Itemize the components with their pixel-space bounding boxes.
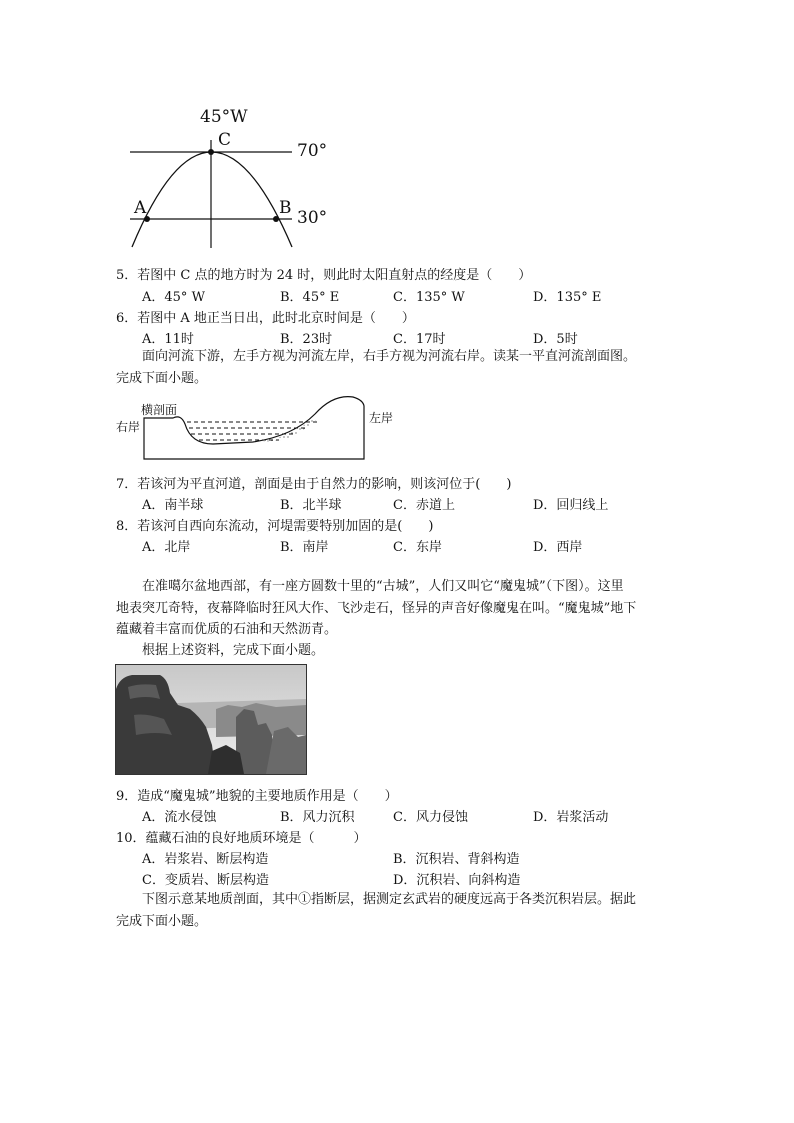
label-left-bank: 左岸 <box>369 411 394 425</box>
q7-option-a[interactable]: A．南半球 <box>142 498 204 513</box>
question-5-stem: 5．若图中 C 点的地方时为 24 时，则此时太阳直射点的经度是（ ） <box>116 268 532 283</box>
terminator-arc <box>132 152 292 247</box>
ghost-city-photo <box>115 664 307 775</box>
q7-option-b[interactable]: B．北半球 <box>280 498 342 513</box>
ghost-city-photo-svg <box>116 665 306 774</box>
q5-option-b[interactable]: B．45° E <box>280 290 340 305</box>
q5-option-a[interactable]: A．45° W <box>142 290 205 305</box>
question-6-stem: 6．若图中 A 地正当日出，此时北京时间是（ ） <box>116 311 415 326</box>
label-c: C <box>218 130 232 150</box>
q8-option-c[interactable]: C．东岸 <box>393 540 442 555</box>
label-cross-section: 横剖面 <box>141 403 178 417</box>
q8-option-d[interactable]: D．西岸 <box>533 540 583 555</box>
ghost-intro-line-4: 根据上述资料，完成下面小题。 <box>142 643 325 658</box>
q9-option-a[interactable]: A．流水侵蚀 <box>142 810 217 825</box>
label-70: 70° <box>297 141 328 161</box>
river-intro-line-1: 面向河流下游，左手方视为河流左岸，右手方视为河流右岸。读某一平直河流剖面图。 <box>142 349 637 364</box>
q6-option-b[interactable]: B．23时 <box>280 332 333 347</box>
q6-option-d[interactable]: D．5时 <box>533 332 578 347</box>
q9-option-d[interactable]: D．岩浆活动 <box>533 810 609 825</box>
label-b: B <box>279 198 292 218</box>
q8-option-b[interactable]: B．南岸 <box>280 540 329 555</box>
question-8-stem: 8．若该河自西向东流动，河堤需要特别加固的是( ) <box>116 519 434 534</box>
question-9-stem: 9．造成“魔鬼城”地貌的主要地质作用是（ ） <box>116 789 398 804</box>
point-c-dot <box>208 149 214 155</box>
ghost-intro-line-3: 蕴藏着丰富而优质的石油和天然沥青。 <box>116 622 338 637</box>
q10-option-c[interactable]: C．变质岩、断层构造 <box>142 873 269 888</box>
q5-option-c[interactable]: C．135° W <box>393 290 465 305</box>
q10-option-a[interactable]: A．岩浆岩、断层构造 <box>142 852 269 867</box>
q6-option-c[interactable]: C．17时 <box>393 332 446 347</box>
q7-option-d[interactable]: D．回归线上 <box>533 498 609 513</box>
q5-option-d[interactable]: D．135° E <box>533 290 602 305</box>
label-30: 30° <box>297 208 328 228</box>
question-10-stem: 10．蕴藏石油的良好地质环境是（ ） <box>116 831 367 846</box>
ghost-intro-line-1: 在准噶尔盆地西部，有一座方圆数十里的“古城”，人们又叫它“魔鬼城”（下图）。这里 <box>142 579 624 594</box>
ghost-intro-line-2: 地表突兀奇特，夜幕降临时狂风大作、飞沙走石，怪异的声音好像魔鬼在叫。“魔鬼城”地下 <box>116 601 637 616</box>
q7-option-c[interactable]: C．赤道上 <box>393 498 455 513</box>
q8-option-a[interactable]: A．北岸 <box>142 540 191 555</box>
label-45w: 45°W <box>200 107 248 127</box>
q9-option-b[interactable]: B．风力沉积 <box>280 810 355 825</box>
q9-option-c[interactable]: C．风力侵蚀 <box>393 810 468 825</box>
label-right-bank: 右岸 <box>116 420 141 434</box>
q10-option-d[interactable]: D．沉积岩、向斜构造 <box>393 873 521 888</box>
geo-intro-line-1: 下图示意某地质剖面，其中①指断层，据测定玄武岩的硬度远高于各类沉积岩层。据此 <box>142 892 637 907</box>
question-7-stem: 7．若该河为平直河道，剖面是由于自然力的影响，则该河位于( ) <box>116 477 512 492</box>
river-intro-line-2: 完成下面小题。 <box>116 371 208 386</box>
label-a: A <box>134 198 147 218</box>
geo-intro-line-2: 完成下面小题。 <box>116 914 208 929</box>
q10-option-b[interactable]: B．沉积岩、背斜构造 <box>393 852 520 867</box>
q6-option-a[interactable]: A．11时 <box>142 332 194 347</box>
